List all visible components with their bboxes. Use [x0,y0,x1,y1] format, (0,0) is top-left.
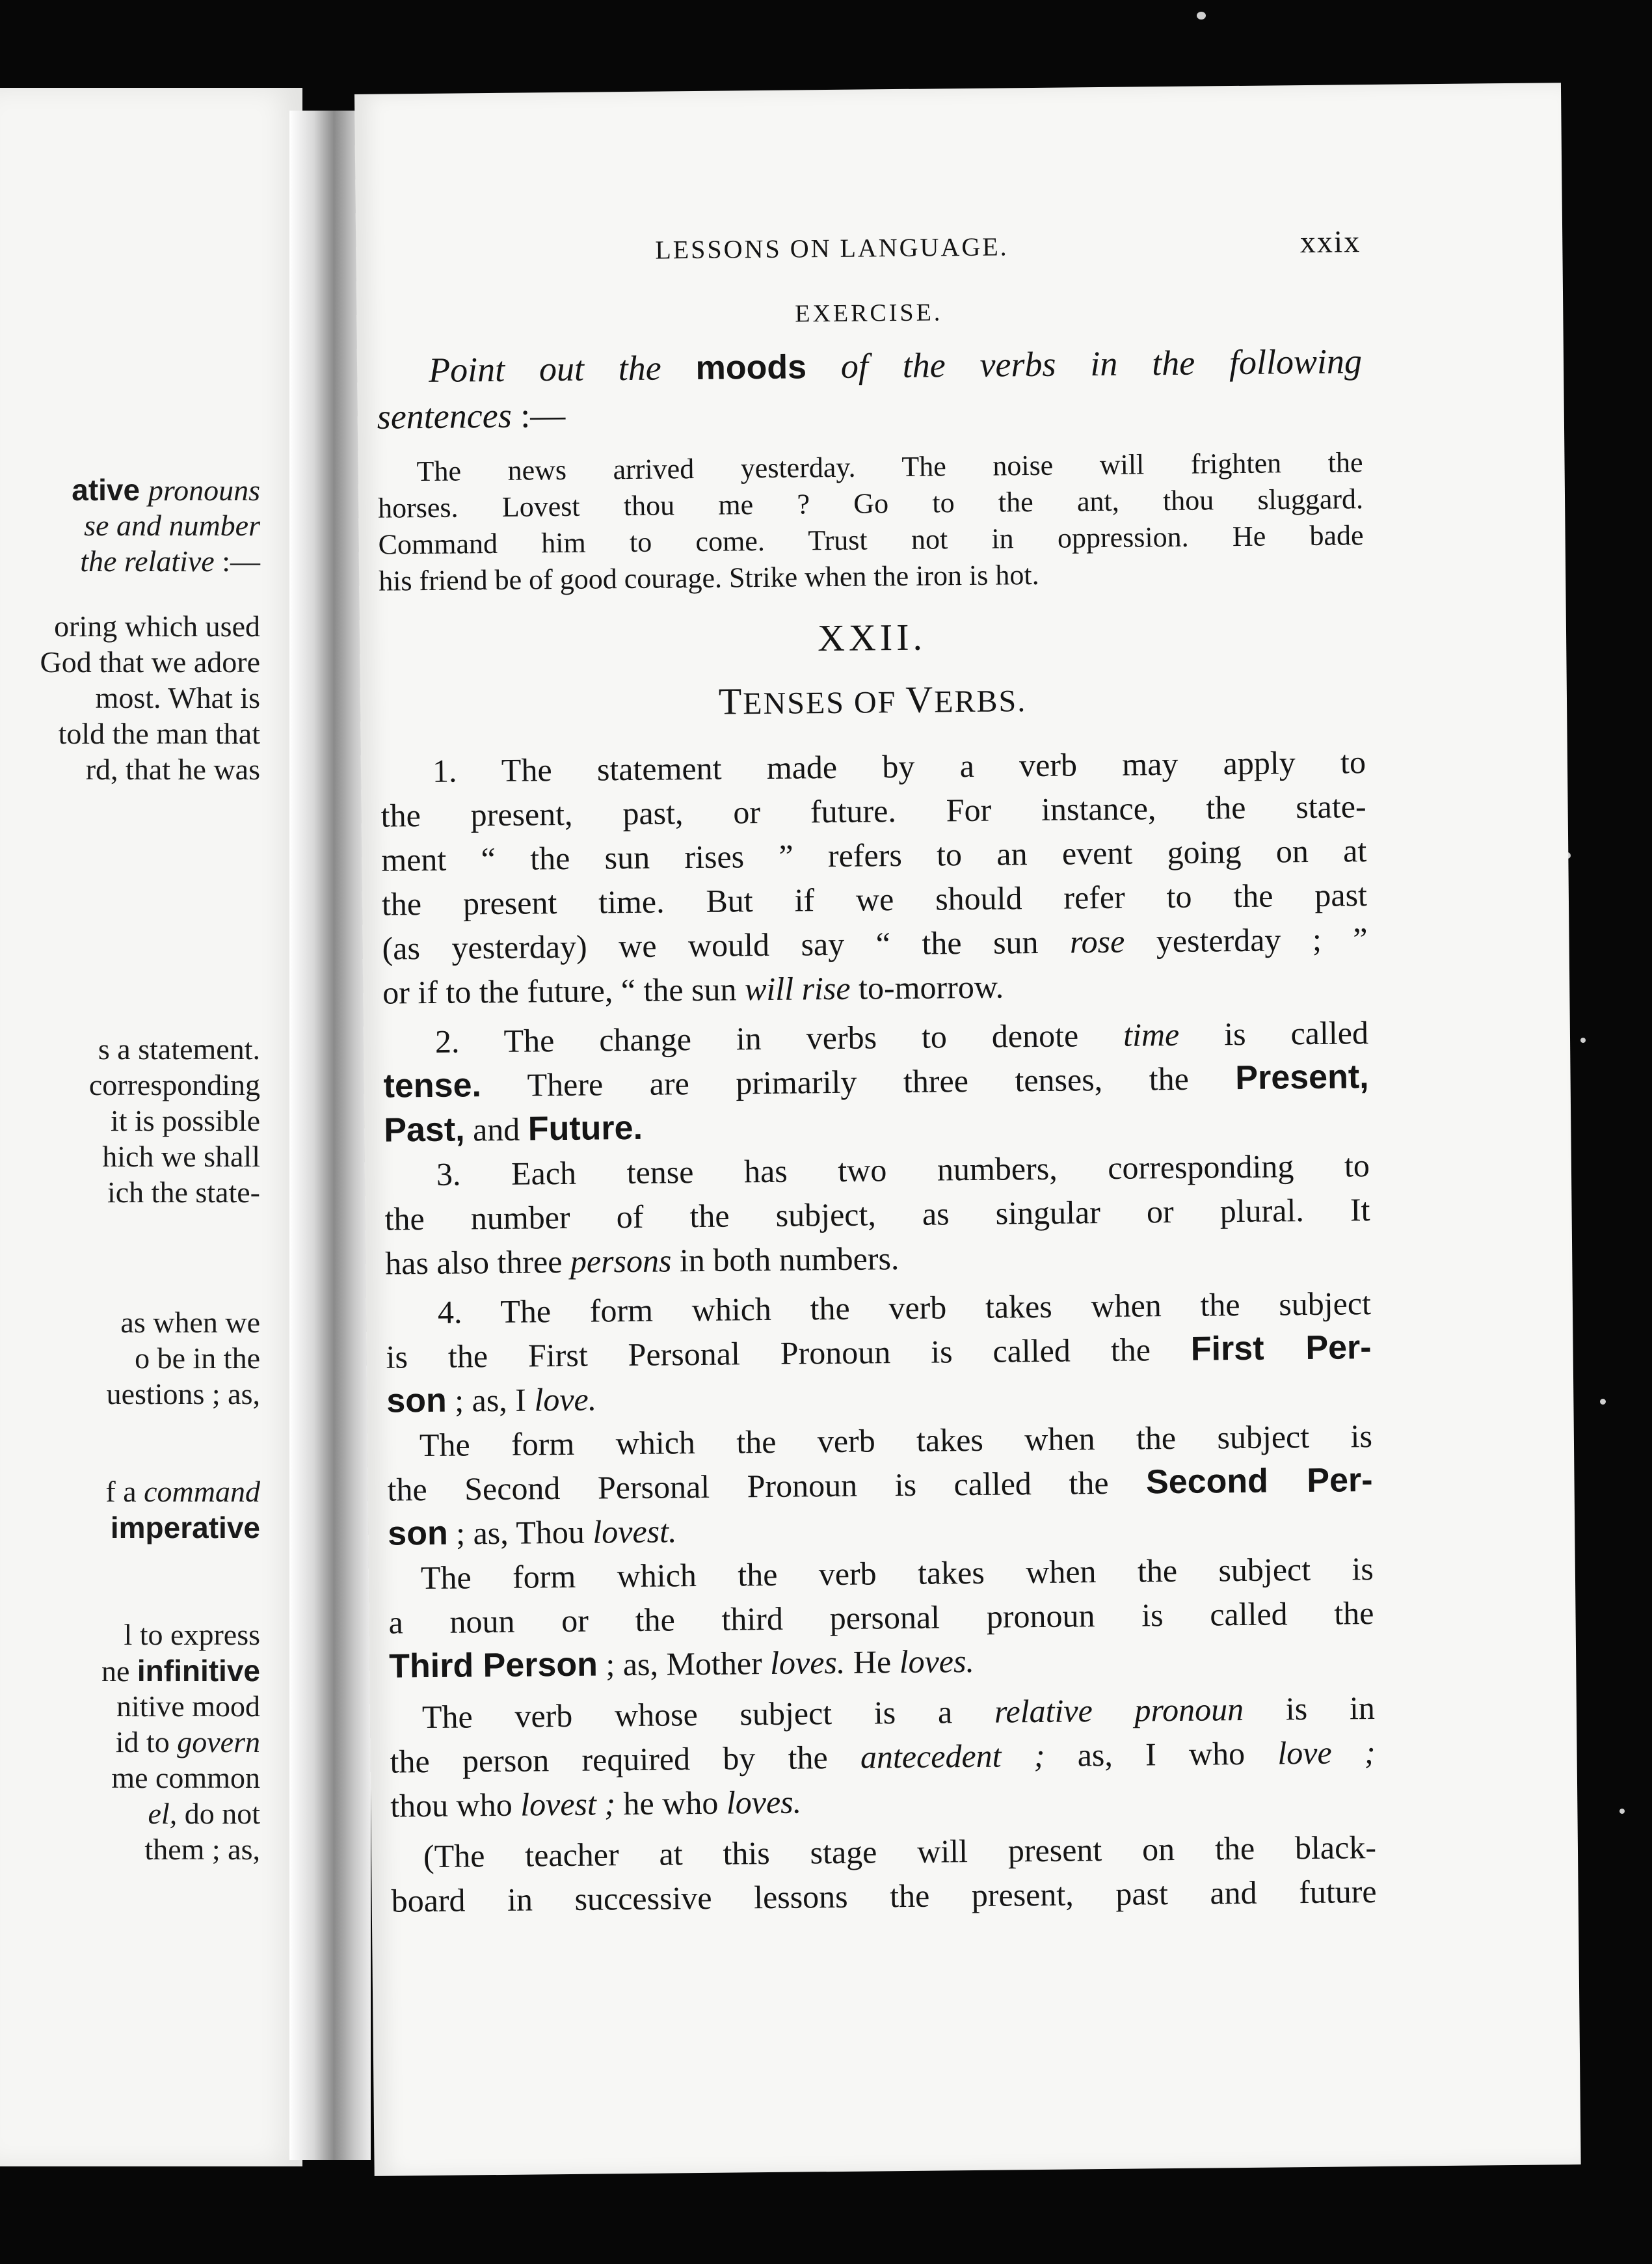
facing-page-line: id to govern [115,1725,260,1759]
facing-page-line: rd, that he was [85,753,260,786]
page [354,83,1581,2176]
page-body [376,286,1377,1922]
facing-page-line: most. What is [95,681,260,714]
term-third-person: Third Person [388,1645,598,1686]
facing-page-line: el, do not [148,1797,260,1830]
term-past: Past, [384,1111,465,1150]
paragraph-7: The verb whose subject is a relative pronoun is in the person required by the antecedent ; as, I who love ; thou who lovest ; he who loves. [390,1690,1376,1824]
facing-page-line: hich we shall [102,1140,260,1173]
facing-page-line: f a command [105,1475,260,1508]
facing-page-line: l to express [124,1618,260,1651]
paragraph-8: (The teacher at this stage will present on the black- board in successive lessons the present, past and future [391,1829,1377,1919]
facing-page [0,88,302,2166]
term-tense: tense. [383,1066,482,1105]
term-first-person: First Per- [1190,1328,1372,1368]
paragraph-5: The form which the verb takes when the subject is the Second Personal Pronoun is called the Second Per- son ; as, Thou lovest. [387,1418,1373,1553]
facing-page-line: nitive mood [116,1690,260,1723]
paragraph-2: 2. The change in verbs to denote time is called tense. There are primarily three tenses, the Present, Past, and Future. [383,1014,1369,1150]
paragraph-1: 1. The statement made by a verb may apply to the present, past, or future. For instance, the state- ment “ the sun rises ” refers to an event going on at the present time. But if we should refer to the past (as yesterday) we would say “ the sun rose yesterday ; ” or if to the future, “ the sun will rise to-morrow. [380,744,1368,1011]
dust-speck [1619,1809,1625,1814]
running-head [375,224,1361,283]
page-number: xxix [1299,224,1361,260]
facing-page-line: imperative [110,1511,260,1544]
section-title: TENSES OF VERBS. [718,678,1027,723]
running-title: LESSONS ON LANGUAGE. [655,232,1009,265]
term-second-person: Second Per- [1145,1461,1373,1502]
facing-page-line: oring which used [54,610,260,643]
section-number: XXII. [817,615,927,660]
facing-page-line: God that we adore [40,645,260,679]
exercise-sentences [377,444,1364,600]
exercise-instruction: Point out the moods of the verbs in the following sentences :— [377,342,1363,437]
facing-page-line: ne infinitive [101,1654,260,1688]
facing-page-line: ative pronouns [72,473,260,507]
facing-page-line: se and number [84,509,260,542]
dust-speck [1580,1038,1586,1043]
facing-page-line: it is possible [110,1104,260,1137]
facing-page-line: o be in the [135,1341,260,1375]
exercise-sentence-line: horses. Lovest thou me ? Go to the ant, thou sluggard. [377,483,1364,524]
facing-page-line: corresponding [88,1068,260,1101]
facing-page-line: them ; as, [144,1833,260,1866]
paragraph-3: 3. Each tense has two numbers, corresponding to the number of the subject, as singular or plural. It has also three persons in both numbers. [384,1147,1370,1282]
term-future: Future. [527,1109,643,1148]
paragraph-4: 4. The form which the verb takes when the subject is the First Personal Pronoun is called the First Per- son ; as, I love. [386,1285,1372,1420]
paragraph-6: The form which the verb takes when the subject is a noun or the third personal pronoun is called the Third Person ; as, Mother loves. He loves. [388,1550,1374,1686]
exercise-sentence-line: his friend be of good courage. Strike when the iron is hot. [378,558,1039,597]
facing-page-line: ich the state- [107,1176,260,1209]
dust-speck [1600,1399,1606,1405]
exercise-sentence-line: The news arrived yesterday. The noise will frighten the [416,446,1363,488]
facing-page-line: s a statement. [98,1032,260,1066]
facing-page-line: the relative :— [80,545,260,578]
facing-page-line: as when we [120,1306,260,1339]
facing-page-line: told the man that [58,717,260,750]
term-present: Present, [1235,1058,1369,1098]
exercise-heading: EXERCISE. [795,299,943,328]
exercise-sentence-line: Command him to come. Trust not in oppression. He bade [378,519,1364,561]
dust-speck [1197,12,1206,20]
facing-page-line: uestions ; as, [106,1377,260,1410]
facing-page-line: me common [111,1761,260,1794]
